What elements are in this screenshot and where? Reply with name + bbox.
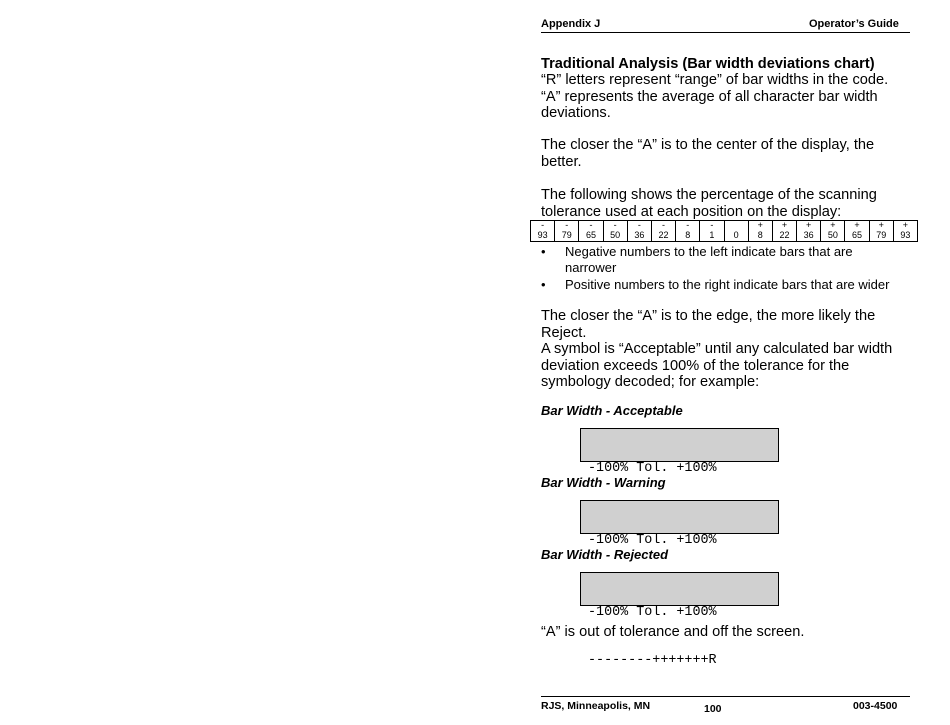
lcd-display-warning xyxy=(580,500,779,548)
example-label-rejected: Bar Width - Rejected xyxy=(541,547,669,562)
percentage-cell xyxy=(700,221,724,242)
percentage-value: 79 xyxy=(876,229,887,240)
percentage-sign: + xyxy=(902,220,909,230)
percentage-cell xyxy=(821,221,845,242)
center-line: better. xyxy=(541,153,582,170)
footer-left: RJS, Minneapolis, MN xyxy=(541,700,651,712)
percentage-sign: - xyxy=(565,220,569,230)
header-left: Appendix J xyxy=(541,18,601,30)
lcd-line: --------+++++++R xyxy=(588,653,717,668)
edge-line: The closer the “A” is to the edge, the more likely the xyxy=(541,308,876,324)
percentage-value: 1 xyxy=(709,229,715,240)
percentage-sign: + xyxy=(806,220,812,230)
header-right: Operator’s Guide xyxy=(809,18,899,30)
bullet-item xyxy=(541,277,911,293)
section-title: Traditional Analysis (Bar width deviations chart) xyxy=(541,56,875,72)
intro-line: “R” letters represent “range” of bar widths in the code. xyxy=(541,72,889,88)
following-line: tolerance used at each position on the display: xyxy=(541,203,842,220)
percentage-cell xyxy=(869,221,893,242)
center-paragraph xyxy=(541,137,921,170)
intro-line: “A” represents the average of all character bar width xyxy=(541,88,878,105)
footer-rule xyxy=(541,696,910,697)
bullet-dot: • xyxy=(541,244,546,259)
percentage-value: 79 xyxy=(561,229,572,240)
percentage-value: 93 xyxy=(900,229,911,240)
bullet-dot: • xyxy=(541,277,546,292)
percentage-cell xyxy=(676,221,700,242)
example-label-warning: Bar Width - Warning xyxy=(541,475,666,490)
percentage-cell xyxy=(797,221,821,242)
percentage-cell xyxy=(531,221,555,242)
percentage-sign: - xyxy=(637,220,641,230)
percentage-cell xyxy=(627,221,651,242)
header-rule xyxy=(541,32,910,33)
intro-line: deviations. xyxy=(541,105,611,121)
bullet-line: Positive numbers to the right indicate bars that are wider xyxy=(565,277,890,292)
bullet-line: Negative numbers to the left indicate bars that are xyxy=(565,244,853,259)
lcd-display-acceptable xyxy=(580,428,779,476)
edge-line: A symbol is “Acceptable” until any calculated bar width xyxy=(541,341,893,357)
percentage-sign: - xyxy=(686,220,690,230)
bullet-line: narrower xyxy=(565,259,617,275)
lcd-line: -100% Tol. +100% xyxy=(588,605,717,620)
intro-paragraph xyxy=(541,72,921,122)
percentage-value: 22 xyxy=(658,229,669,240)
percentage-cell xyxy=(651,221,675,242)
example-label-acceptable: Bar Width - Acceptable xyxy=(541,403,683,418)
percentage-value: 8 xyxy=(757,229,763,240)
percentage-cell xyxy=(772,221,796,242)
edge-line: Reject. xyxy=(541,324,587,341)
percentage-sign: - xyxy=(662,220,666,230)
edge-line: deviation exceeds 100% of the tolerance for the xyxy=(541,357,850,374)
percentage-value: 50 xyxy=(827,229,838,240)
center-line: The closer the “A” is to the center of the display, the xyxy=(541,137,875,153)
percentage-sign: + xyxy=(830,220,836,230)
percentage-cell xyxy=(724,221,748,242)
percentage-sign: + xyxy=(781,220,788,230)
percentage-value: 36 xyxy=(803,229,814,240)
percentage-value: 93 xyxy=(537,229,548,240)
footer-right: 003-4500 xyxy=(853,700,898,712)
percentage-cell xyxy=(748,221,772,242)
percentage-sign: - xyxy=(589,220,593,230)
following-line: The following shows the percentage of the scanning xyxy=(541,187,877,203)
edge-line: symbology decoded; for example: xyxy=(541,374,760,390)
percentage-value: 22 xyxy=(779,229,790,240)
page-number: 100 xyxy=(704,703,722,715)
percentage-cell xyxy=(579,221,603,242)
percentage-value: 65 xyxy=(585,229,596,240)
percentage-value: 36 xyxy=(634,229,645,240)
percentage-value: 0 xyxy=(733,229,739,240)
percentage-sign: - xyxy=(541,220,545,230)
percentage-cell xyxy=(555,221,579,242)
percentage-cell xyxy=(603,221,627,242)
percentage-value: 50 xyxy=(610,229,621,240)
percentage-cell xyxy=(845,221,869,242)
percentage-sign: - xyxy=(613,220,617,230)
bullet-item xyxy=(541,244,911,275)
percentage-sign: + xyxy=(757,220,763,230)
percentage-value: 65 xyxy=(852,229,863,240)
percentage-sign: + xyxy=(878,220,884,230)
percentage-cell xyxy=(893,221,917,242)
percentage-table xyxy=(530,220,918,242)
percentage-sign: - xyxy=(710,220,714,230)
percentage-sign: + xyxy=(854,220,860,230)
closing-text: “A” is out of tolerance and off the screen. xyxy=(541,624,805,640)
lcd-line: -100% Tol. +100% xyxy=(588,533,717,548)
lcd-line: -100% Tol. +100% xyxy=(588,461,717,476)
percentage-row xyxy=(531,221,918,242)
bullet-list xyxy=(541,244,911,293)
following-paragraph xyxy=(541,187,921,220)
percentage-value: 8 xyxy=(685,229,691,240)
edge-paragraph xyxy=(541,308,921,391)
